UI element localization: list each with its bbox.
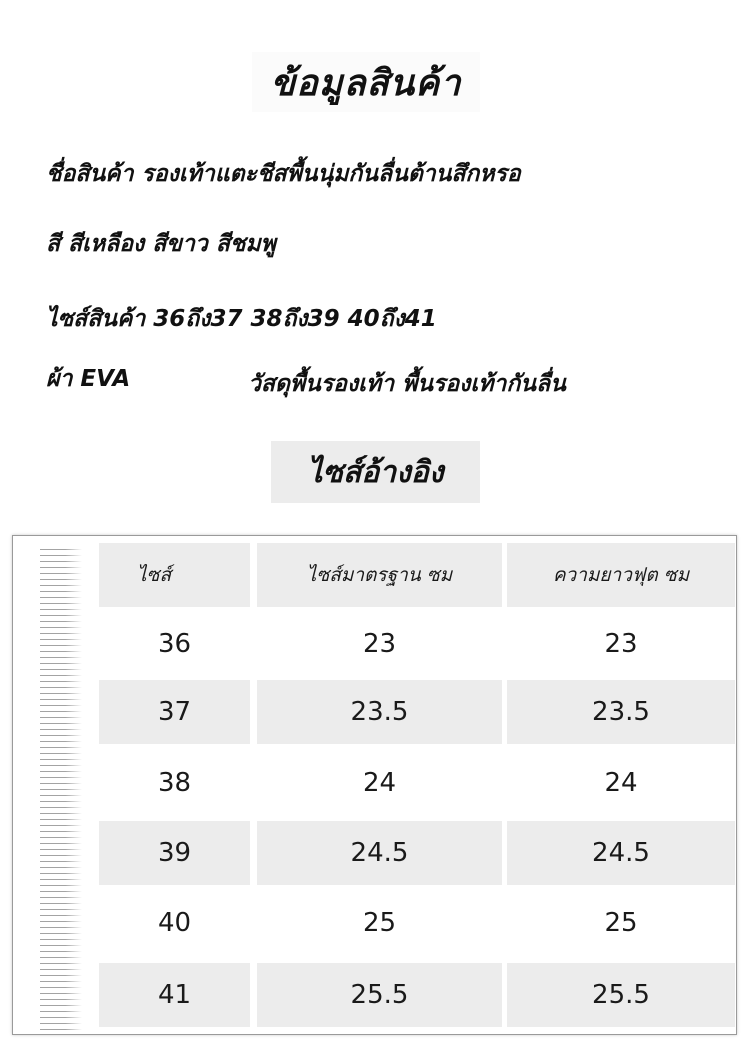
table-cell-foot-length-cm: 23 — [604, 629, 638, 659]
table-cell-size: 40 — [157, 908, 192, 938]
table-cell-foot-length-cm: 25 — [604, 908, 638, 938]
page-title: ข้อมูลสินค้า — [270, 62, 462, 104]
table-header-size: ไซส์ — [99, 543, 250, 607]
table-cell-foot-length-cm: 25.5 — [507, 963, 735, 1027]
table-cell-size: 39 — [99, 821, 250, 885]
table-cell-size: 36 — [157, 629, 192, 659]
table-cell-foot-length-cm: 24 — [604, 768, 638, 798]
size-reference-text: ไซส์อ้างอิง — [307, 454, 444, 490]
table-cell-size: 38 — [157, 768, 192, 798]
sole-material: วัสดุพื้นรองเท้า พื้นรองเท้ากันลื่น — [248, 371, 566, 397]
ruler-graphic — [40, 544, 82, 1030]
product-name: ชื่อสินค้า รองเท้าแตะชีสพื้นนุ่มกันลื่นต้านสึกหรอ — [46, 161, 521, 187]
table-cell-size: 37 — [99, 680, 250, 744]
table-cell-standard-cm: 24 — [362, 768, 397, 798]
size-table — [12, 535, 737, 1035]
table-cell-standard-cm: 23 — [362, 629, 397, 659]
table-cell-foot-length-cm: 23.5 — [507, 680, 735, 744]
product-fabric: ผ้า EVA — [46, 366, 131, 392]
table-cell-standard-cm: 25 — [362, 908, 397, 938]
table-header-standard-cm: ไซส์มาตรฐาน ซม — [257, 543, 502, 607]
table-cell-standard-cm: 24.5 — [257, 821, 502, 885]
table-cell-standard-cm: 25.5 — [257, 963, 502, 1027]
product-colors: สี สีเหลือง สีขาว สีชมพู — [46, 231, 276, 257]
table-cell-standard-cm: 23.5 — [257, 680, 502, 744]
size-reference-label — [271, 441, 480, 503]
title-box — [252, 52, 480, 112]
product-sizes: ไซส์สินค้า 36ถึง37 38ถึง39 40ถึง41 — [46, 306, 437, 332]
table-cell-size: 41 — [99, 963, 250, 1027]
table-header-foot-length-cm: ความยาวฟุต ซม — [507, 543, 735, 607]
table-cell-foot-length-cm: 24.5 — [507, 821, 735, 885]
